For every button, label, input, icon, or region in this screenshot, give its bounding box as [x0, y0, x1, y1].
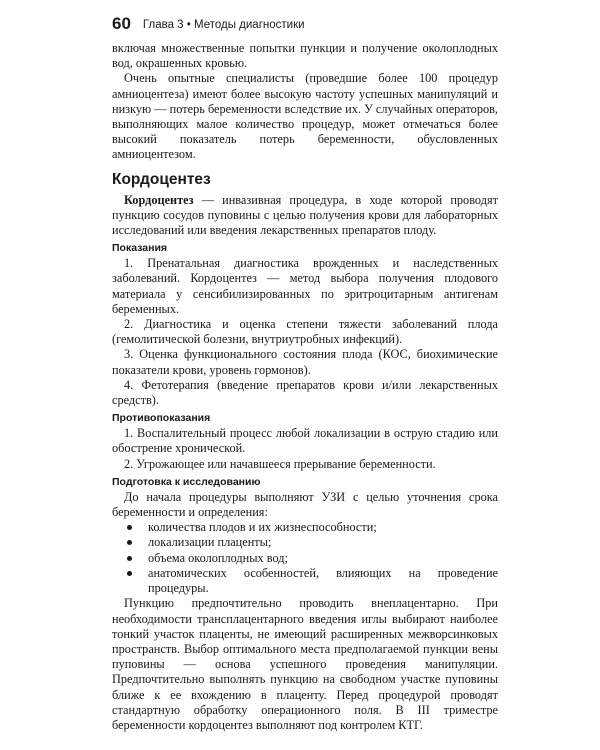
definition-term: Кордоцентез: [124, 192, 194, 207]
list-item: количества плодов и их жизнеспособности;: [148, 520, 498, 535]
list-item: анатомических особенностей, влияющих на проведение процедуры.: [148, 566, 498, 596]
indication-item: 3. Оценка функционального состояния плода (КОС, биохимические показатели крови, уровень гормонов).: [112, 347, 498, 377]
indication-item: 1. Пренатальная диагностика врожденных и наследственных заболеваний. Кордоцентез — метод выбора получения плодового материала у сенсибилизированных по эритроцитарным антигенам беременных.: [112, 256, 498, 316]
bullet-icon: [127, 525, 132, 530]
page-body: [112, 41, 498, 733]
indication-item: 4. Фетотерапия (введение препаратов крови и/или лекарственных средств).: [112, 377, 498, 408]
chapter-title: Глава 3 • Методы диагностики: [142, 19, 305, 31]
indication-item: 2. Диагностика и оценка степени тяжести заболеваний плода (гемолитической болезни, внутриутробных инфекций).: [112, 317, 498, 347]
list-item: локализации плаценты;: [148, 535, 498, 550]
page-number: 60: [112, 14, 131, 33]
bullet-icon: [127, 540, 132, 545]
bullet-icon: [127, 556, 132, 561]
preparation-list: [112, 520, 498, 596]
indications-heading: Показания: [112, 242, 168, 255]
list-item: объема околоплодных вод;: [148, 551, 498, 566]
preparation-lead: До начала процедуры выполняют УЗИ с целью уточнения срока беременности и определения:: [112, 489, 498, 520]
bullet-icon: [127, 571, 132, 576]
contraindication-item: 1. Воспалительный процесс любой локализации в острую стадию или обострение хронической.: [112, 426, 498, 456]
contraindications-heading: Противопоказания: [112, 412, 211, 425]
definition-text: — инвазивная процедура, в ходе которой проводят пункцию сосудов пуповины с целью получения крови для лабораторных исследований или введения лекарственных препаратов плоду.: [112, 192, 498, 238]
preparation-closing: Пункцию предпочтительно проводить внеплацентарно. При необходимости трансплацентарного введения иглы выбирают наиболее тонкий участок плаценты, не имеющий расширенных межворсинковых пространств. Выбор оптимального места предполагаемой пункции вены пуповины — основа успешного проведения манипуляции. Предпочтительно выполнять пункцию на свободном участке пуповины ближе к ее вхождению в плаценту. Перед процедурой проводят стандартную обработку операционного поля. В III триместре беременности кордоцентез выполняют под контролем КТГ.: [112, 596, 498, 732]
section-heading: Кордоцентез: [112, 170, 211, 188]
definition-paragraph: [112, 193, 498, 239]
preparation-heading: Подготовка к исследованию: [112, 475, 261, 488]
paragraph-continuation: включая множественные попытки пункции и получение околоплодных вод, окрашенных кровью.: [112, 41, 498, 71]
running-header: [112, 14, 492, 38]
paragraph-experience: Очень опытные специалисты (проведшие более 100 процедур амниоцентеза) имеют более высокую частоту успешных манипуляций и низкую — потерь беременности вследствие их. У случайных операторов, выполняющих малое количество процедур, может отмечаться более высокий показатель потерь беременности, обусловленных амниоцентезом.: [112, 71, 498, 162]
contraindication-item: 2. Угрожающее или начавшееся прерывание беременности.: [124, 456, 436, 471]
